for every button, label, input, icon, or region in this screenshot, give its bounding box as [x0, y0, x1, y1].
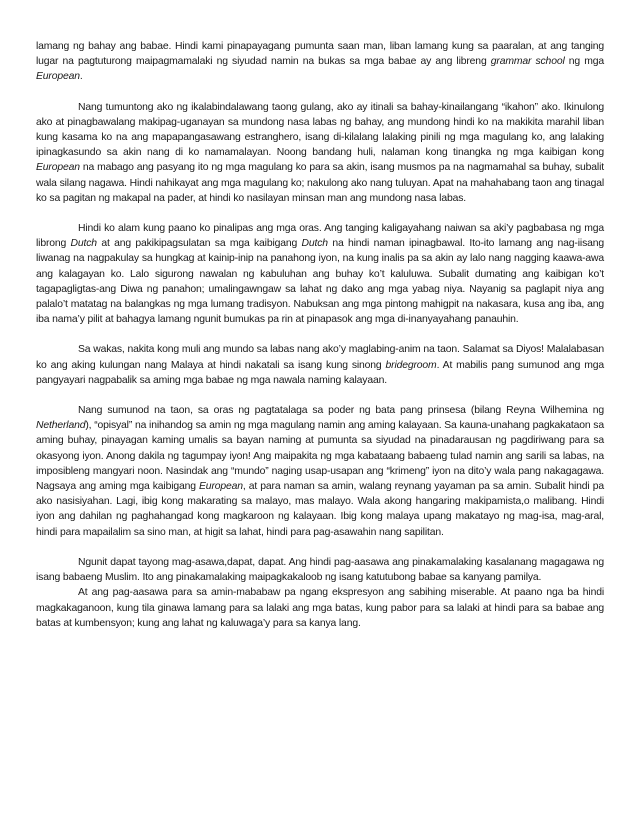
paragraph-text: Nang tumuntong ako ng ikalabindalawang taong gulang, ako ay itinali sa bahay-kinailangang “ikahon” ako. Ikinulong ako at pinagbawalang makipag-uganayan sa mundong nasa labas ng bahay, ang mundong hindi ko na makikita marahil liban kung kasama ko na ang mapapangasawang estranghero, isang di-kilalang lalaking pinili ng mga magulang ko, ang lalaking ipinagkasundo sa akin nang di ko namamalayan. Noong bandang huli, nalaman kong tinangka ng mga kaibigan kong — [36, 101, 604, 159]
paragraph-text: Nang sumunod na taon, sa oras ng pagtatalaga sa poder ng bata pang prinsesa (bilang Reyna Wilhemina ng — [78, 405, 604, 417]
paragraph-text: . — [79, 71, 83, 83]
paragraph-text: na mabago ang pasyang ito ng mga magulang ko para sa akin, isang musmos pa na nagmamahal sa buhay, subalit wala silang nagawa. Hindi nahikayat ang mga magulang ko; nakulong ako nang tuluyan. Apat na mahahabang taon ang tinagal ko sa pagitan ng makapal na pader, at hindi ko nasilayan minsan man ang mundong nasa labas. — [36, 162, 604, 204]
italic-term: grammar school — [490, 56, 565, 68]
paragraph-text: at ang pakikipagsulatan sa mga kaibigang — [96, 238, 302, 250]
italic-term: European — [199, 481, 243, 493]
body-paragraph — [36, 403, 604, 540]
body-paragraph — [36, 585, 604, 631]
paragraph-text: Hindi ko alam kung paano ko pinalipas ang mga oras. Ang tanging kaligayahang naiwan sa aki’y pagbabasa ng mga librong — [36, 223, 604, 250]
body-paragraph — [36, 221, 604, 327]
paragraph-text: na hindi naman ipinagbawal. Ito-ito lamang ang nag-iisang liwanag na nagpakulay sa hungkag at kainip-inip na panahong iyon, na kung inalis pa sa akin ay lalo nang nagging kaawa-awa ang kalagayan ko. Lalo sigurong nawalan ng kabuluhan ang buhay ko’t kaluluwa. Subalit dumating ang kaibigan ko’t tagapagligtas-ang Diwa ng panahon; umalingawngaw sa lahat ng dako ang mga yabag niya. Nayanig sa paglapit niya ang palalo’t matatag na balangkas ng mga lumang tradisyon. Nabuksan ang mga pintong mahigpit na nakasara, kusa ang iba, ang iba nama’y pilit at bahagya lamang ngunit bumukas pa rin at pinapasok ang mga di-inanyayahang panauhin. — [36, 238, 604, 326]
italic-term: European — [36, 162, 80, 174]
italic-term: European — [36, 71, 80, 83]
italic-term: bridegroom — [385, 359, 437, 371]
italic-term: Dutch — [301, 238, 328, 250]
paragraph-text: Ngunit dapat tayong mag-asawa,dapat, dapat. Ang hindi pag-aasawa ang pinakamalaking kasalanang magagawa ng isang babaeng Muslim. Ito ang pinakamalaking maipagkakaloob ng isang katutubong babae sa kanyang pamilya. — [36, 556, 604, 584]
paragraph-text: At ang pag-aasawa para sa amin-mababaw pa ngang ekspresyon ang sabihing miserable. At paano nga ba hindi magkakaganoon, kung tila ginawa lamang para sa lalaki ang mga batas, kung pabor para sa lalaki at hindi para sa babae ang batas at kumbensyon; kung ang lahat ng kaluwaga’y para sa kanya lang. — [36, 587, 604, 629]
paragraph-text: ng mga — [564, 56, 605, 68]
body-paragraph — [36, 342, 604, 388]
paragraph-text: , at para naman sa amin, walang reynang yayaman pa sa amin. Subalit hindi pa ako nasisiyahan. Lagi, ibig kong makarating sa malayo, mas malayo. Wala akong hangaring makipamista,o malibang. Hindi iyon ang dahilan ng paghahangad kong magkaroon ng kalayaan. Ibig kong malaya upang makatayo ng mag-isa, mag-aral, hindi para mapailalim sa sino man, at higit sa lahat, hindi para pag-asawahin nang sapilitan. — [36, 481, 604, 538]
paragraph-text: . At mabilis pang sumunod ang mga pangyayari nagpabalik sa aming mga babae ng mga nawala naming kalayaan. — [36, 359, 604, 386]
document-page — [36, 39, 604, 646]
body-paragraph — [36, 555, 604, 585]
paragraph-text: Sa wakas, nakita kong muli ang mundo sa labas nang ako’y maglabing-anim na taon. Salamat sa Diyos! Malalabasan ko ang aking kulungan nang Malaya at hindi nakatali sa isang kung sinong — [36, 344, 604, 371]
body-paragraph — [36, 39, 604, 85]
italic-term: Dutch — [70, 238, 97, 250]
paragraph-text: lamang ng bahay ang babae. Hindi kami pinapayagang pumunta saan man, liban lamang kung sa paaralan, at ang tanging lugar na pagtuturong maipagmamalaki ng siyudad namin na bukas sa mga babae ay ang libreng — [36, 41, 604, 68]
paragraph-text: ), “opisyal” na inihandog sa amin ng mga magulang namin ang aming kalayaan. Sa kauna-unahang pagkakataon sa aming buhay, pinayagan kaming umalis sa bayan naming at pumunta sa siyudad na pinadarausan ng pagdiriwang para sa okasyong iyon. Anong dakila ng tagumpay iyon! Ang maipakita ng mga kabataang babaeng tulad namin ang sarili sa labas, na imposibleng mangyari noon. Nasindak ang “mundo” naging usap-usapan ang “krimeng” iyon na dito’y wala pang nakagagawa. Nagsaya ang aming mga kaibigang — [36, 420, 604, 493]
body-paragraph — [36, 100, 604, 206]
italic-term: Netherland — [36, 420, 86, 432]
